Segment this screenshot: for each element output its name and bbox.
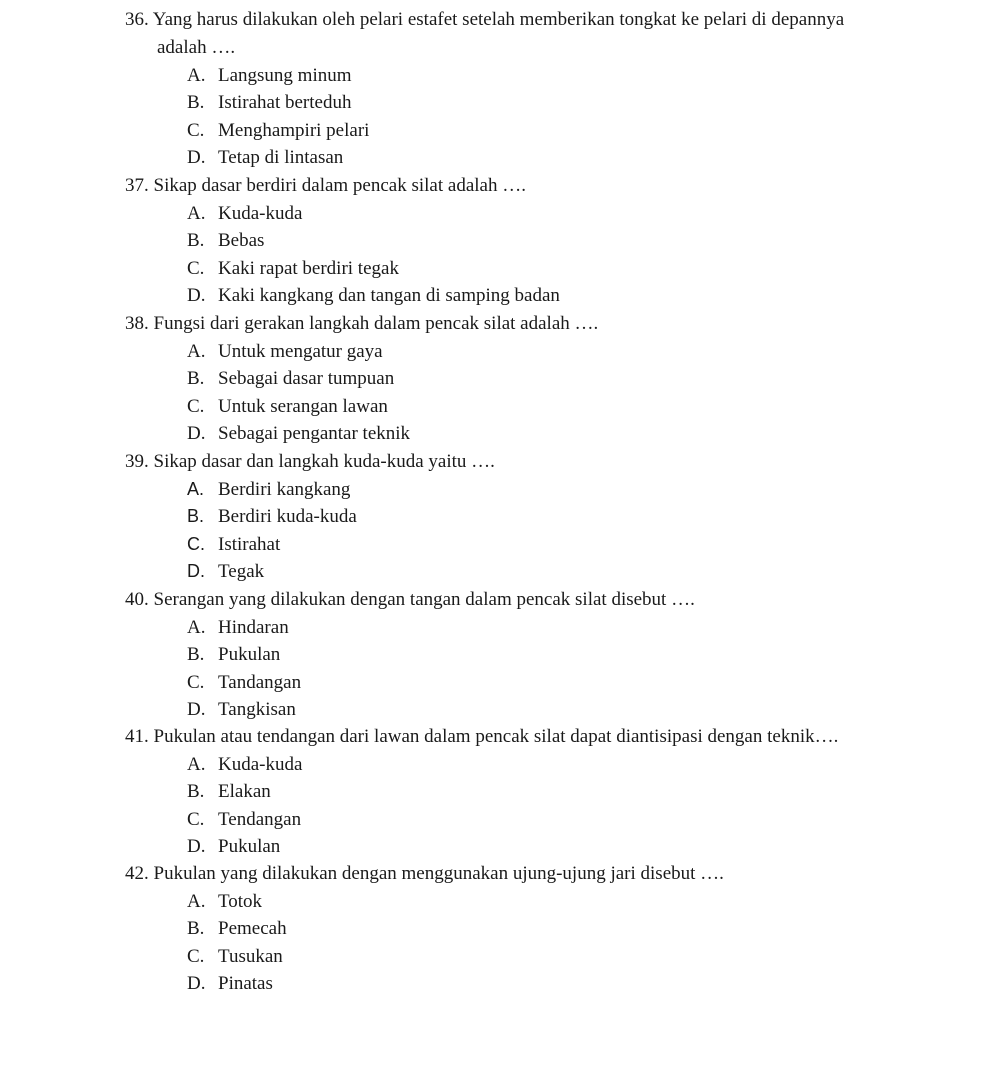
- option-c: [187, 393, 388, 420]
- option-d: [187, 833, 280, 860]
- option-letter: C.: [187, 672, 205, 693]
- question-text: [125, 310, 598, 337]
- option-letter: C.: [187, 258, 205, 279]
- option-text: Kaki rapat berdiri tegak: [218, 258, 399, 279]
- option-text: Totok: [218, 891, 263, 912]
- question-text: [125, 172, 526, 199]
- option-d: [187, 282, 560, 309]
- option-text: Sebagai pengantar teknik: [218, 423, 411, 444]
- option-text: Tangkisan: [218, 699, 296, 720]
- question-stem: Sikap dasar berdiri dalam pencak silat adalah ….: [153, 175, 526, 196]
- option-letter: D.: [187, 699, 206, 720]
- question-number: 42.: [125, 863, 149, 884]
- option-letter: C.: [187, 396, 205, 417]
- option-letter: B.: [187, 230, 205, 251]
- question-stem: Pukulan yang dilakukan dengan menggunakan ujung-ujung jari disebut ….: [153, 863, 724, 884]
- option-b: [187, 89, 351, 116]
- option-text: Kuda-kuda: [218, 203, 303, 224]
- question-number: 36.: [125, 9, 149, 30]
- option-b: [187, 915, 287, 942]
- question-text: [125, 723, 838, 750]
- option-d: [187, 696, 296, 723]
- option-d: [187, 420, 410, 447]
- option-text: Berdiri kuda-kuda: [218, 506, 357, 527]
- option-letter: B.: [187, 781, 205, 802]
- option-text: Pinatas: [218, 973, 273, 994]
- option-letter: C.: [187, 946, 205, 967]
- option-b: [187, 503, 357, 530]
- option-a: [187, 614, 289, 641]
- option-a: [187, 476, 350, 503]
- option-text: Tendangan: [218, 809, 302, 830]
- option-text: Tetap di lintasan: [218, 147, 344, 168]
- option-c: [187, 531, 280, 558]
- option-b: [187, 641, 280, 668]
- option-letter: B.: [187, 92, 205, 113]
- option-letter: B.: [187, 506, 205, 526]
- option-letter: C.: [187, 534, 205, 554]
- option-letter: D.: [187, 836, 206, 857]
- option-a: [187, 200, 302, 227]
- option-c: [187, 255, 399, 282]
- option-text: Menghampiri pelari: [218, 120, 370, 141]
- option-text: Berdiri kangkang: [218, 479, 351, 500]
- option-text: Tegak: [218, 561, 265, 582]
- option-d: [187, 970, 273, 997]
- option-text: Istirahat berteduh: [218, 92, 352, 113]
- option-letter: A.: [187, 65, 206, 86]
- option-text: Sebagai dasar tumpuan: [218, 368, 395, 389]
- option-letter: C.: [187, 809, 205, 830]
- option-letter: D.: [187, 423, 206, 444]
- option-text: Elakan: [218, 781, 271, 802]
- option-text: Hindaran: [218, 617, 289, 638]
- option-letter: A.: [187, 754, 206, 775]
- option-b: [187, 227, 264, 254]
- option-b: [187, 365, 394, 392]
- option-c: [187, 806, 301, 833]
- option-letter: A.: [187, 203, 206, 224]
- option-text: Kuda-kuda: [218, 754, 303, 775]
- question-stem: Serangan yang dilakukan dengan tangan dalam pencak silat disebut ….: [153, 589, 695, 610]
- option-c: [187, 943, 283, 970]
- option-text: Tandangan: [218, 672, 302, 693]
- question-stem: Pukulan atau tendangan dari lawan dalam pencak silat dapat diantisipasi dengan teknik….: [153, 726, 839, 747]
- option-c: [187, 117, 369, 144]
- option-text: Pukulan: [218, 644, 281, 665]
- option-letter: D.: [187, 561, 205, 581]
- question-text: [125, 860, 724, 887]
- option-a: [187, 338, 383, 365]
- option-text: Kaki kangkang dan tangan di samping badan: [218, 285, 560, 306]
- question-stem: Sikap dasar dan langkah kuda-kuda yaitu ….: [153, 451, 495, 472]
- option-letter: B.: [187, 644, 205, 665]
- option-a: [187, 888, 262, 915]
- question-number: 39.: [125, 451, 149, 472]
- option-text: Pemecah: [218, 918, 287, 939]
- option-letter: A.: [187, 891, 206, 912]
- option-text: Istirahat: [218, 534, 281, 555]
- question-text: [125, 586, 695, 613]
- option-text: Untuk mengatur gaya: [218, 341, 383, 362]
- question-text: [125, 448, 495, 475]
- option-letter: A.: [187, 479, 205, 499]
- question-text: [125, 6, 844, 33]
- option-text: Untuk serangan lawan: [218, 396, 388, 417]
- option-c: [187, 669, 301, 696]
- question-number: 40.: [125, 589, 149, 610]
- option-text: Tusukan: [218, 946, 283, 967]
- option-text: Langsung minum: [218, 65, 352, 86]
- question-number: 37.: [125, 175, 149, 196]
- question-stem: Yang harus dilakukan oleh pelari estafet setelah memberikan tongkat ke pelari di depannya: [152, 9, 845, 30]
- option-letter: B.: [187, 368, 205, 389]
- option-letter: D.: [187, 285, 206, 306]
- option-letter: C.: [187, 120, 205, 141]
- option-letter: B.: [187, 918, 205, 939]
- option-letter: A.: [187, 617, 206, 638]
- question-number: 38.: [125, 313, 149, 334]
- option-d: [187, 558, 264, 585]
- option-b: [187, 778, 271, 805]
- question-text-continued: adalah ….: [157, 37, 236, 58]
- option-text: Bebas: [218, 230, 265, 251]
- question-number: 41.: [125, 726, 149, 747]
- option-a: [187, 751, 302, 778]
- question-stem: Fungsi dari gerakan langkah dalam pencak silat adalah ….: [153, 313, 599, 334]
- option-a: [187, 62, 352, 89]
- option-letter: D.: [187, 973, 206, 994]
- option-d: [187, 144, 343, 171]
- option-letter: A.: [187, 341, 206, 362]
- option-letter: D.: [187, 147, 206, 168]
- option-text: Pukulan: [218, 836, 281, 857]
